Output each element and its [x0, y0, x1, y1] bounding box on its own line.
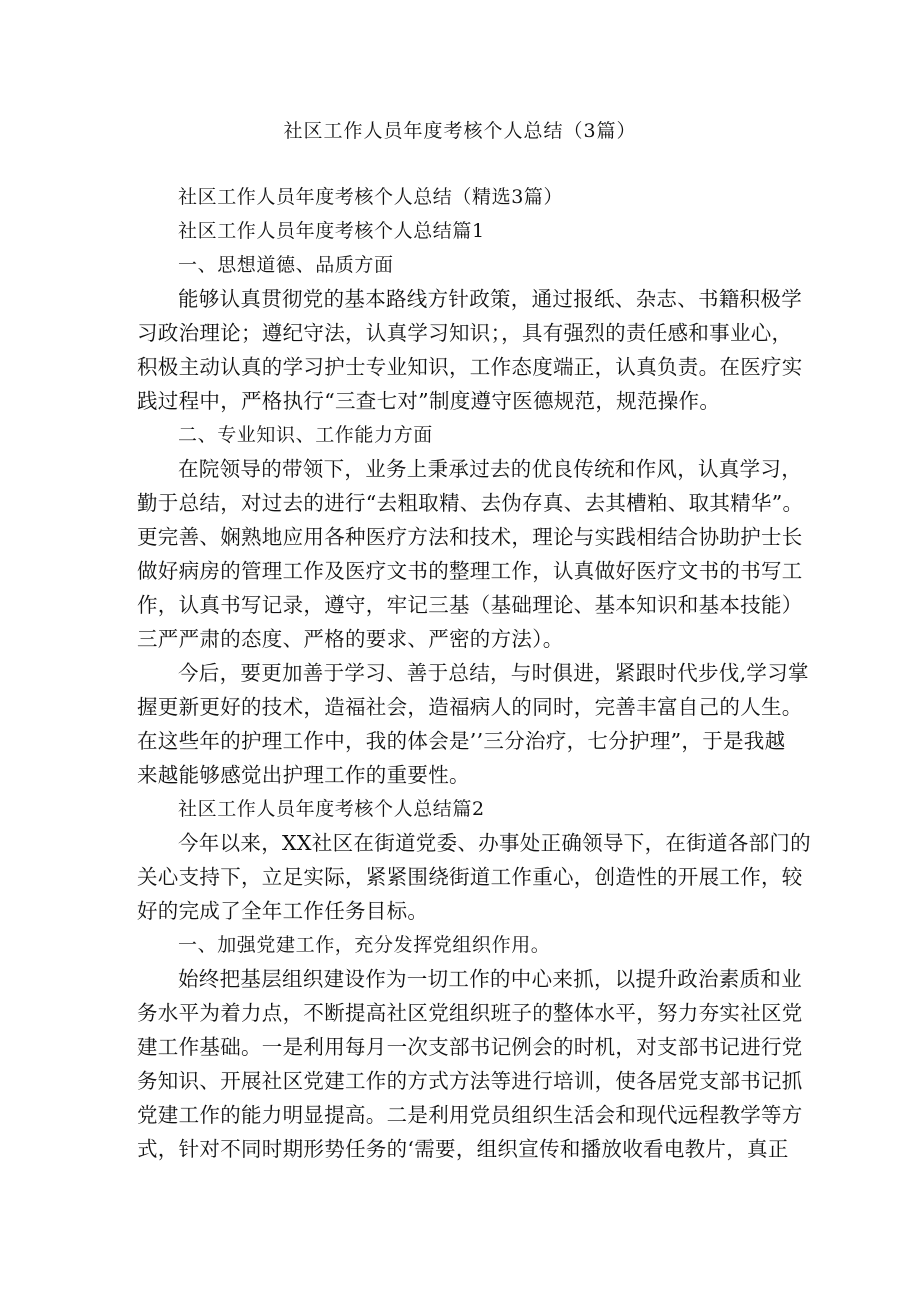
- paragraph-line: 建工作基础。一是利用每月一次支部书记例会的时机，对支部书记进行党: [137, 1035, 803, 1059]
- paragraph-line: 践过程中，严格执行“三查七对”制度遵守医德规范，规范操作。: [137, 389, 721, 413]
- paragraph-line: 做好病房的管理工作及医疗文书的整理工作，认真做好医疗文书的书写工: [137, 559, 803, 583]
- paragraph-line: 更完善、娴熟地应用各种医疗方法和技术，理论与实践相结合协助护士长: [137, 525, 803, 549]
- section-heading-2: 社区工作人员年度考核个人总结篇2: [178, 798, 485, 820]
- paragraph-line: 能够认真贯彻党的基本路线方针政策，通过报纸、杂志、书籍积极学: [178, 287, 802, 311]
- document-body: [137, 180, 811, 1166]
- paragraph-line: 在院领导的带领下，业务上秉承过去的优良传统和作风，认真学习，: [178, 457, 802, 481]
- paragraph-line: 务知识、开展社区党建工作的方式方法等进行培训，使各居党支部书记抓: [137, 1069, 803, 1093]
- paragraph-line: 来越能够感觉出护理工作的重要性。: [137, 763, 470, 787]
- paragraph-line: 始终把基层组织建设作为一切工作的中心来抓，以提升政治素质和业: [178, 967, 802, 991]
- heading-party-building: 一、加强党建工作，充分发挥党组织作用。: [178, 934, 551, 956]
- paragraph-line: 作，认真书写记录，遵守，牢记三基（基础理论、基本知识和基本技能）: [137, 593, 803, 617]
- paragraph-line: 握更新更好的技术，造福社会，造福病人的同时，完善丰富自己的人生。: [137, 695, 803, 719]
- paragraph-line: 务水平为着力点，不断提高社区党组织班子的整体水平，努力夯实社区党: [137, 1001, 803, 1025]
- paragraph-line: 式，针对不同时期形势任务的‘需要，组织宣传和播放收看电教片，真正: [137, 1137, 789, 1161]
- heading-ideology: 一、思想道德、品质方面: [178, 254, 394, 276]
- paragraph-line: 积极主动认真的学习护士专业知识，工作态度端正，认真负责。在医疗实: [137, 355, 803, 379]
- heading-professional: 二、专业知识、工作能力方面: [178, 424, 433, 446]
- paragraph-line: 好的完成了全年工作任务目标。: [137, 899, 429, 923]
- paragraph-line: 在这些年的护理工作中，我的体会是’’三分治疗，七分护理”，于是我越: [137, 729, 786, 753]
- paragraph-line: 三严严肃的态度、严格的要求、严密的方法）。: [137, 627, 564, 651]
- paragraph-line: 今年以来，XX社区在街道党委、办事处正确领导下，在街道各部门的: [178, 831, 811, 855]
- paragraph-line: 党建工作的能力明显提高。二是利用党员组织生活会和现代远程教学等方: [137, 1103, 803, 1127]
- paragraph-line: 今后，要更加善于学习、善于总结，与时俱进，紧跟时代步伐,学习掌: [178, 661, 809, 685]
- paragraph-line: 关心支持下，立足实际，紧紧围绕街道工作重心，创造性的开展工作，较: [137, 865, 803, 889]
- subtitle-line: 社区工作人员年度考核个人总结（精选3篇）: [178, 186, 564, 208]
- paragraph-line: 勤于总结，对过去的进行“去粗取精、去伪存真、去其槽粕、取其精华”。: [137, 491, 804, 515]
- section-heading-1: 社区工作人员年度考核个人总结篇1: [178, 220, 485, 242]
- document-title: 社区工作人员年度考核个人总结（3篇）: [283, 120, 637, 142]
- paragraph-line: 习政治理论；遵纪守法，认真学习知识；，具有强烈的责任感和事业心，: [137, 321, 793, 345]
